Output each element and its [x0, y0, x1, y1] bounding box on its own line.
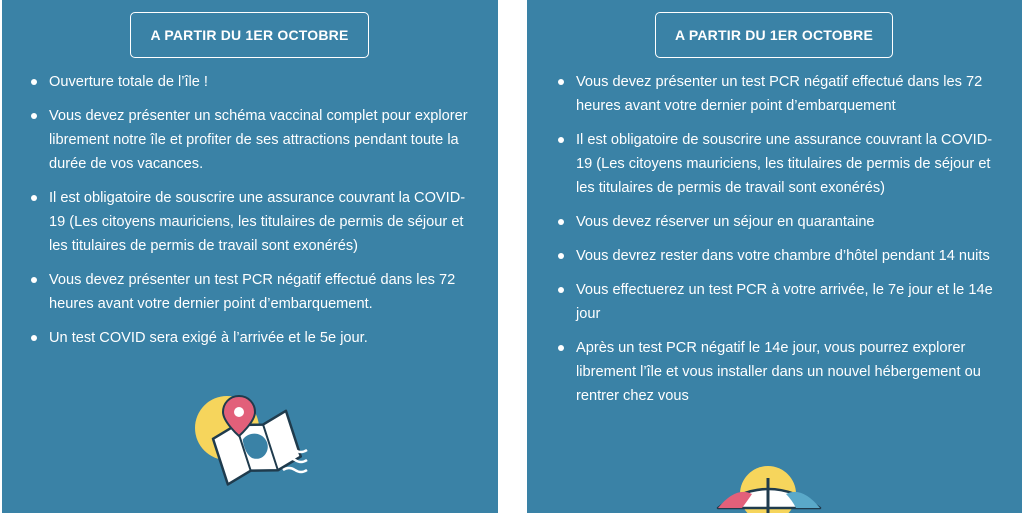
- list-item-text: Ouverture totale de l’île !: [49, 74, 208, 90]
- list-item-text: Vous devez présenter un test PCR négatif effectué dans les 72 heures avant votre dernier point d’embarquement.: [49, 272, 456, 312]
- bullet-icon: [558, 137, 564, 143]
- rules-list: [24, 70, 472, 360]
- rules-list: [551, 70, 1001, 418]
- list-item-text: Après un test PCR négatif le 14e jour, vous pourrez explorer librement l’île et vous installer dans un nouvel hébergement ou rentrer chez vous: [576, 340, 981, 404]
- bullet-icon: [558, 345, 564, 351]
- beach-umbrella-icon: [712, 460, 832, 513]
- date-heading-button[interactable]: A PARTIR DU 1ER OCTOBRE: [130, 12, 369, 58]
- list-item: [24, 70, 472, 94]
- info-panel-right: [527, 0, 1022, 513]
- list-item: [551, 210, 1001, 234]
- list-item-text: Il est obligatoire de souscrire une assurance couvrant la COVID-19 (Les citoyens mauriciens, les titulaires de permis de séjour et les titulaires de permis de travail sont exonérés): [576, 132, 993, 196]
- list-item: [24, 326, 472, 350]
- map-location-icon: [187, 388, 317, 488]
- list-item: [24, 268, 472, 316]
- list-item-text: Un test COVID sera exigé à l’arrivée et le 5e jour.: [49, 330, 368, 346]
- list-item: [551, 128, 1001, 200]
- list-item-text: Vous devez présenter un schéma vaccinal complet pour explorer librement notre île et profiter de ses attractions pendant toute la durée de vos vacances.: [49, 108, 468, 172]
- bullet-icon: [31, 79, 37, 85]
- bullet-icon: [31, 195, 37, 201]
- list-item: [551, 278, 1001, 326]
- bullet-icon: [558, 253, 564, 259]
- bullet-icon: [558, 287, 564, 293]
- bullet-icon: [31, 335, 37, 341]
- list-item-text: Vous devez présenter un test PCR négatif effectué dans les 72 heures avant votre dernier point d’embarquement: [576, 74, 983, 114]
- list-item: [551, 336, 1001, 408]
- date-heading-button[interactable]: A PARTIR DU 1ER OCTOBRE: [655, 12, 893, 58]
- list-item: [551, 70, 1001, 118]
- bullet-icon: [31, 113, 37, 119]
- list-item: [551, 244, 1001, 268]
- list-item: [24, 104, 472, 176]
- list-item-text: Il est obligatoire de souscrire une assurance couvrant la COVID-19 (Les citoyens mauriciens, les titulaires de permis de séjour et les titulaires de permis de travail sont exonérés): [49, 190, 466, 254]
- list-item-text: Vous effectuerez un test PCR à votre arrivée, le 7e jour et le 14e jour: [576, 282, 993, 322]
- list-item-text: Vous devrez rester dans votre chambre d’hôtel pendant 14 nuits: [576, 248, 990, 264]
- bullet-icon: [558, 79, 564, 85]
- list-item-text: Vous devez réserver un séjour en quarantaine: [576, 214, 875, 230]
- info-panel-left: [2, 0, 498, 513]
- list-item: [24, 186, 472, 258]
- bullet-icon: [31, 277, 37, 283]
- bullet-icon: [558, 219, 564, 225]
